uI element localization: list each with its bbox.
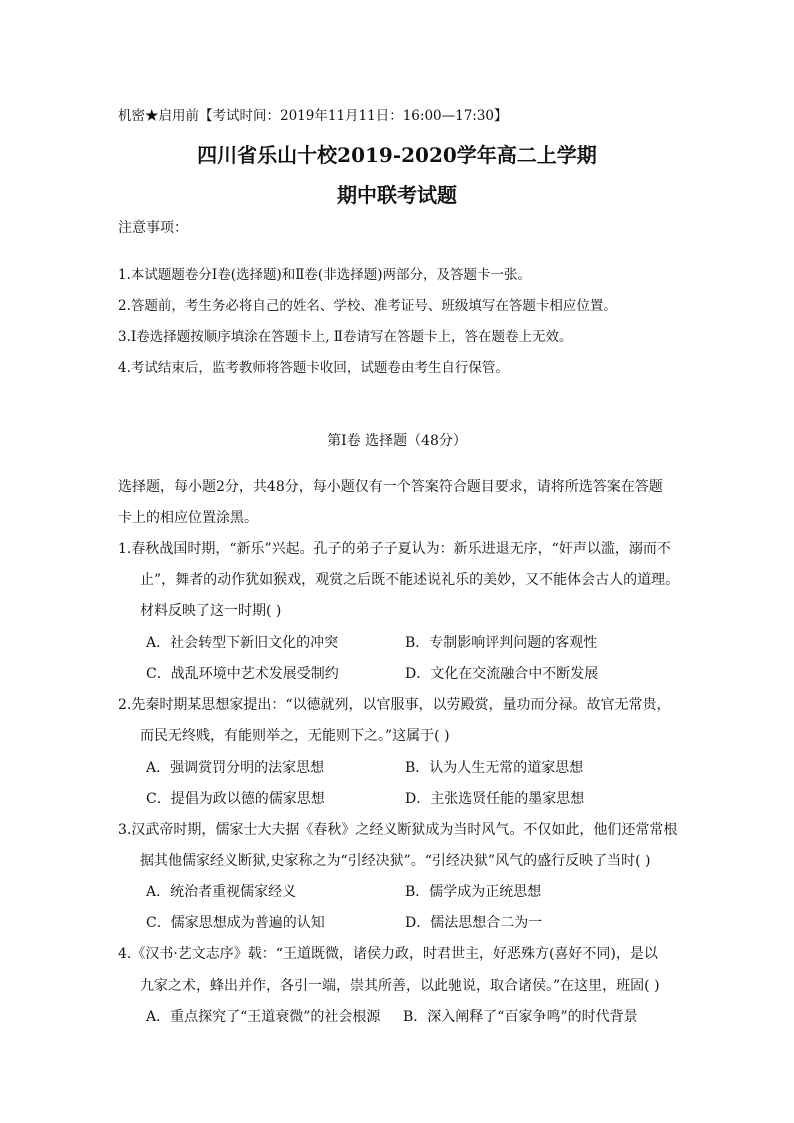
question-1-option-d[interactable]: D．文化在交流融合中不断发展: [405, 666, 599, 682]
question-3-option-d[interactable]: D．儒法思想合二为一: [405, 915, 543, 931]
question-1-line: 止”，舞者的动作犹如猴戏，观赏之后既不能述说礼乐的美妙，又不能体会古人的道理。: [140, 572, 680, 588]
question-3-line: 3.汉武帝时期，儒家士大夫据《春秋》之经义断狱成为当时风气。不仅如此，他们还常常根: [118, 822, 678, 838]
question-2-option-a[interactable]: A．强调赏罚分明的法家思想: [146, 760, 325, 776]
exam-title-line1: 四川省乐山十校2019-2020学年高二上学期: [197, 143, 597, 167]
question-4-option-a[interactable]: A．重点探究了“王道衰微”的社会根源: [146, 1009, 381, 1025]
question-3-option-c[interactable]: C．儒家思想成为普遍的认知: [146, 915, 325, 931]
section-title: 第Ⅰ卷 选择题（48分）: [327, 433, 467, 449]
note-item: 3.Ⅰ卷选择题按顺序填涂在答题卡上, Ⅱ卷请写在答题卡上，答在题卷上无效。: [118, 329, 573, 345]
question-2-option-c[interactable]: C．提倡为政以德的儒家思想: [146, 791, 325, 807]
question-1-line: 1.春秋战国时期，“新乐”兴起。孔子的弟子子夏认为：新乐进退无序，“奸声以滥，溺而不: [118, 541, 671, 557]
question-2-option-d[interactable]: D．主张选贤任能的墨家思想: [405, 791, 585, 807]
question-2-option-b[interactable]: B．认为人生无常的道家思想: [405, 760, 584, 776]
question-3-option-a[interactable]: A．统治者重视儒家经义: [146, 884, 297, 900]
note-item: 1.本试题题卷分Ⅰ卷(选择题)和Ⅱ卷(非选择题)两部分，及答题卡一张。: [118, 267, 531, 283]
question-4-option-b[interactable]: B．深入阐释了“百家争鸣”的时代背景: [403, 1009, 638, 1025]
question-2-line: 而民无终贱，有能则举之，无能则下之。”这属于( ): [140, 728, 450, 744]
question-1-option-b[interactable]: B．专制影响评判问题的客观性: [405, 635, 598, 651]
question-2-line: 2.先秦时期某思想家提出：“以德就列，以官服事，以劳殿赏，量功而分禄。故官无常贵，: [118, 697, 671, 713]
question-1-line: 材料反映了这一时期( ): [140, 603, 282, 619]
question-1-option-c[interactable]: C．战乱环境中艺术发展受制约: [146, 666, 339, 682]
note-item: 4.考试结束后，监考教师将答题卡收回，试题卷由考生自行保管。: [118, 360, 509, 376]
question-1-option-a[interactable]: A．社会转型下新旧文化的冲突: [146, 635, 339, 651]
section-intro: 选择题，每小题2分，共48分，每小题仅有一个答案符合题目要求，请将所选答案在答题: [118, 479, 663, 495]
notes-title: 注意事项：: [118, 220, 188, 236]
question-4-line: 九家之术，蜂出并作，各引一端，崇其所善，以此驰说，取合诸侯。”在这里，班固( ): [140, 978, 660, 994]
exam-title-line2: 期中联考试题: [337, 183, 457, 207]
question-3-line: 据其他儒家经义断狱,史家称之为“引经决狱”。“引经决狱”风气的盛行反映了当时( ): [140, 853, 651, 869]
confidential-header: 机密★启用前【考试时间：2019年11月11日：16:00—17:30】: [118, 108, 508, 124]
question-3-option-b[interactable]: B．儒学成为正统思想: [405, 884, 542, 900]
section-intro: 卡上的相应位置涂黑。: [118, 510, 258, 526]
question-4-line: 4.《汉书·艺文志序》载：“王道既微，诸侯力政，时君世主，好恶殊方(喜好不同)，是以: [118, 946, 658, 962]
note-item: 2.答题前，考生务必将自己的姓名、学校、准考证号、班级填写在答题卡相应位置。: [118, 298, 617, 314]
